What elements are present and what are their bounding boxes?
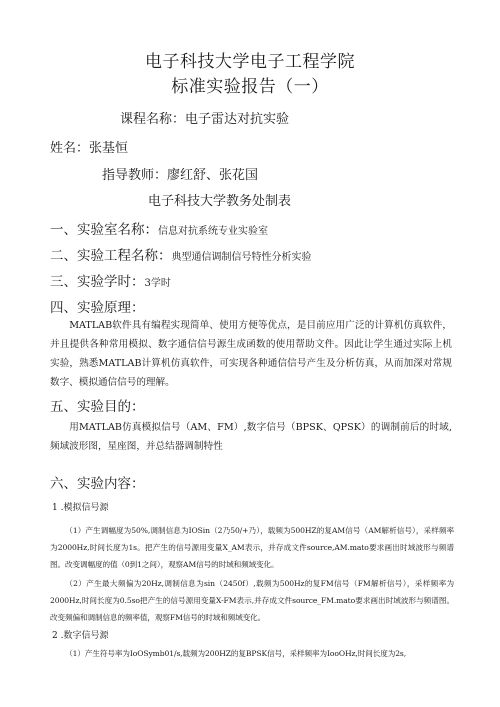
content-heading: 六、实验内容： bbox=[50, 476, 145, 492]
lab-name-label: 一、实验室名称： bbox=[50, 222, 158, 238]
hours-value: 3学时 bbox=[144, 278, 171, 289]
analog-fm-paragraph: （2）产生最大频偏为20Hz,调制信息为sin（2450f）,载频为500Hz的复FM信号（FM解析信号），采样频率为2000Hz,时间长度为0.5so把产生的信号源用变量X-FM表示,并存成文件source_FM.mato要求画出时域波形与频谱图。改变频偏和调制信息的频率值，观察FM信号的时域和频域变化。 bbox=[50, 579, 454, 622]
student-name: 姓名：张基恒 bbox=[50, 141, 129, 156]
digital-source-heading: 2 .数字信号源 bbox=[52, 631, 109, 641]
principle-heading: 四、实验原理： bbox=[50, 300, 145, 316]
lab-name-row bbox=[50, 218, 268, 238]
lab-name-value: 信息对抗系统专业实验室 bbox=[158, 226, 268, 237]
project-value: 典型通信调制信号特性分析实验 bbox=[171, 252, 312, 263]
principle-text: MATLAB软件具有编程实现简单、使用方便等优点，是目前应用广泛的计算机仿真软件，并且提供各种常用模拟、数字通信信号源生成函数的使用帮助文件。因此让学生通过实际上机实验，熟悉MATLAB计算机仿真软件，可实现各种通信信号产生及分析仿真，从而加深对常规数字、模拟通信信号的理解。 bbox=[50, 320, 452, 388]
analog-am-paragraph: （1）产生调幅度为50%,调制信息为IOSin（2乃50/+乃），载频为500HZ的复AM信号（AM解析信号），采样频率为2000Hz,时间长度为1s。把产生的信号源用变量X_AM表示，并存成文件source,AM.mato要求画出时域波形与频谱图。改变调幅度的值（0到1之间），观察AM信号的时域和频域变化。 bbox=[50, 526, 454, 569]
advisor-name: 指导教师：廖红舒、张花国 bbox=[102, 168, 259, 183]
hours-row bbox=[50, 270, 171, 290]
analog-source-heading: 1 .模拟信号源 bbox=[52, 503, 109, 513]
report-subtitle: 标准实验报告（一） bbox=[171, 77, 329, 97]
goal-text: 用MATLAB仿真模拟信号（AM、FM）,数字信号（BPSK、QPSK）的调制前后的时域,频域波形图，星座图，并总结器调制特性 bbox=[50, 422, 452, 452]
office-name: 电子科技大学教务处制表 bbox=[148, 194, 292, 209]
hours-label: 三、实验学时： bbox=[50, 274, 145, 290]
project-label: 二、实验工程名称： bbox=[50, 248, 172, 264]
project-row bbox=[50, 244, 312, 264]
course-name: 课程名称：电子雷达对抗实验 bbox=[120, 112, 290, 127]
digital-bpsk-paragraph: （1）产生符号率为IoOSymb01/s,载频为200HZ的复BPSK信号，采样频率为IooOHz,时间长度为2s, bbox=[65, 649, 407, 658]
goal-heading: 五、实验目的： bbox=[50, 399, 145, 415]
report-title: 电子科技大学电子工程学院 bbox=[145, 52, 355, 72]
